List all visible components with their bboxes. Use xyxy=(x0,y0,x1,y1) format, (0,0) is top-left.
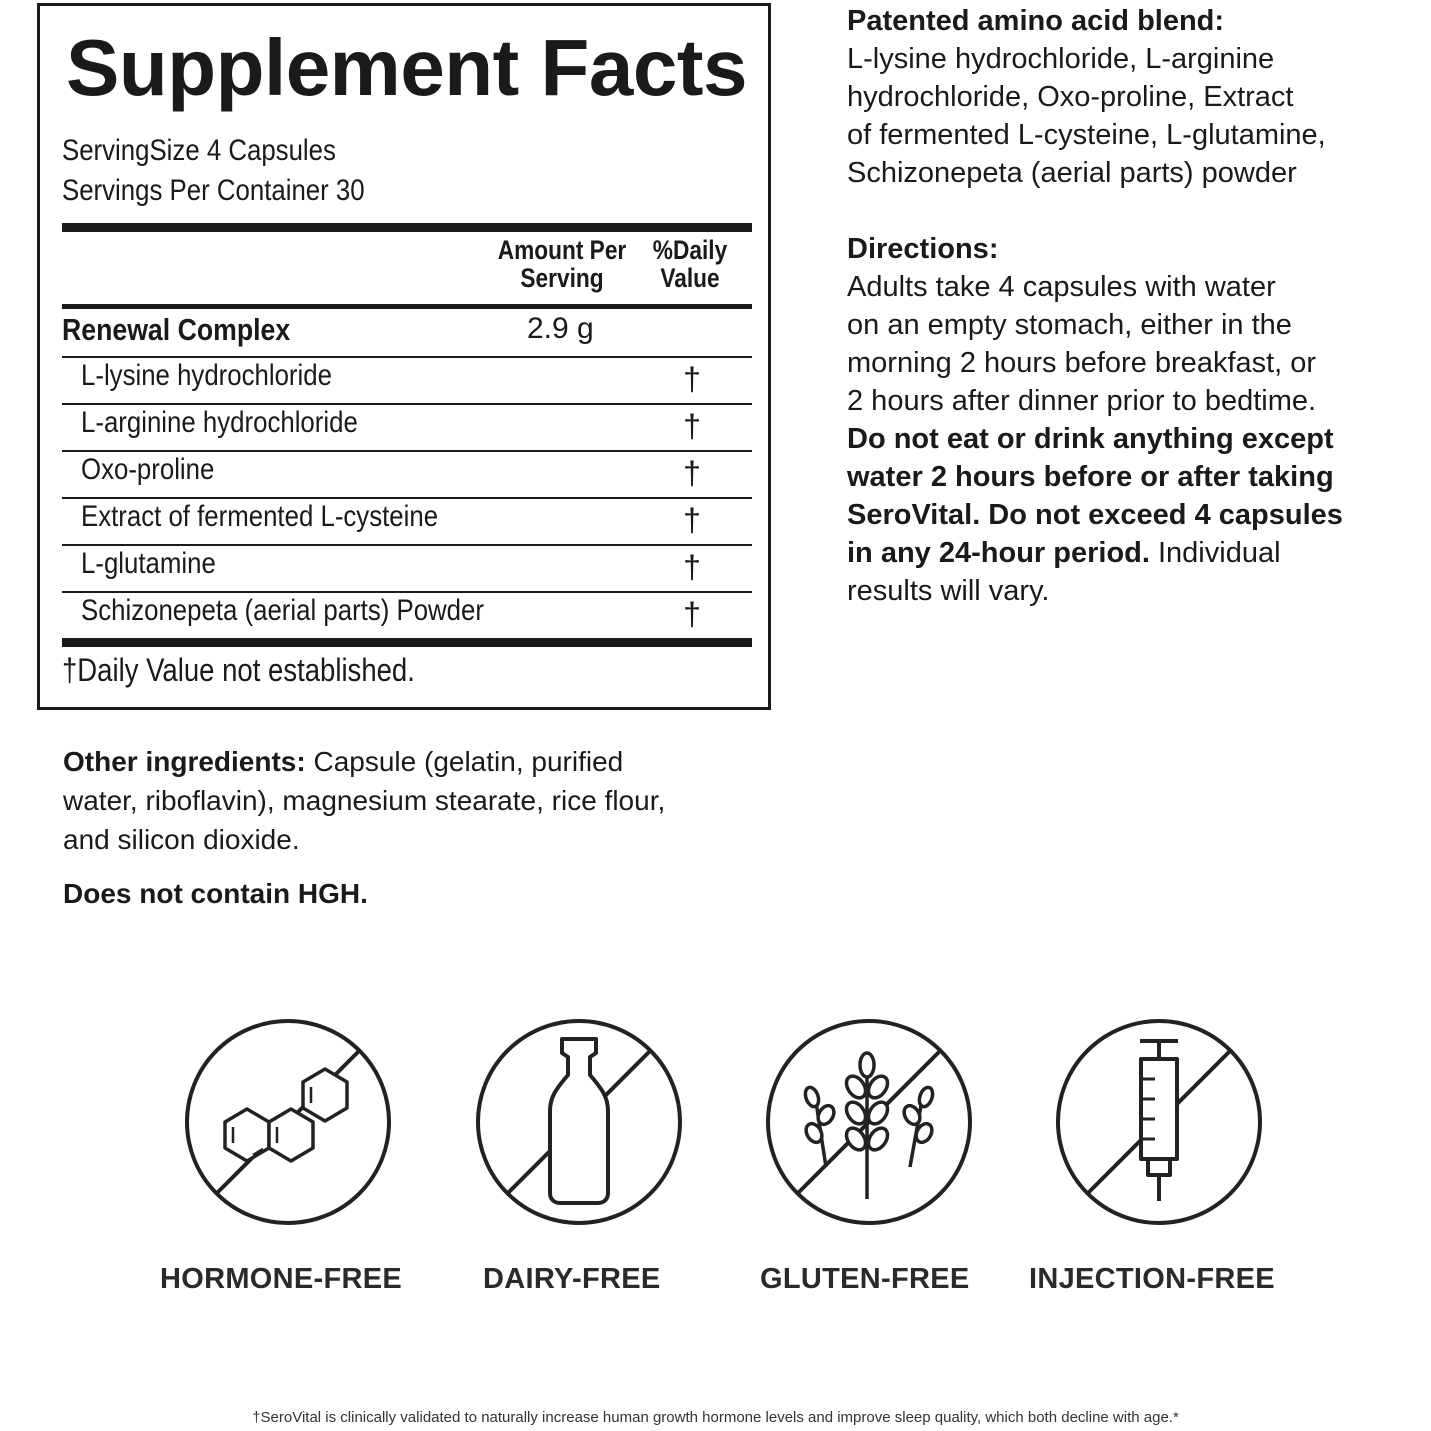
ingredient-dv: † xyxy=(683,361,701,397)
hormone-free-label: HORMONE-FREE xyxy=(160,1263,403,1295)
complex-amount: 2.9 g xyxy=(527,312,594,345)
directions-heading: Directions: xyxy=(847,233,999,265)
directions-warning-line: Do not eat or drink anything except xyxy=(847,423,1334,455)
ingredient-dv: † xyxy=(683,549,701,585)
no-hgh-statement: Does not contain HGH. xyxy=(63,878,368,909)
directions-line: morning 2 hours before breakfast, or xyxy=(847,347,1317,379)
directions-line: results will vary. xyxy=(847,575,1050,607)
directions-line: on an empty stomach, either in the xyxy=(847,309,1292,341)
blend-line: L-lysine hydrochloride, L-arginine xyxy=(847,43,1275,75)
ingredient-dv: † xyxy=(683,596,701,632)
ingredient-row xyxy=(62,404,752,451)
ingredient-row xyxy=(62,451,752,498)
directions-warning-line: water 2 hours before or after taking xyxy=(847,461,1334,493)
blend-line: Schizonepeta (aerial parts) powder xyxy=(847,157,1297,189)
ingredient-dv: † xyxy=(683,408,701,444)
milk-bottle-icon xyxy=(474,1017,684,1227)
ingredient-name: L-arginine hydrochloride xyxy=(81,406,358,439)
serving-size: ServingSize 4 Capsules xyxy=(62,134,336,167)
injection-free-badge xyxy=(1054,1017,1264,1227)
hormone-free-badge xyxy=(183,1017,393,1227)
ingredient-row xyxy=(62,545,752,592)
ingredient-row xyxy=(62,357,752,404)
complex-name: Renewal Complex xyxy=(62,312,291,347)
ingredient-row xyxy=(62,592,752,639)
directions-line: Adults take 4 capsules with water xyxy=(847,271,1276,303)
supplement-facts-panel xyxy=(37,3,771,710)
blend-line: of fermented L-cysteine, L-glutamine, xyxy=(847,119,1326,151)
syringe-icon xyxy=(1054,1017,1264,1227)
directions-line: 2 hours after dinner prior to bedtime. xyxy=(847,385,1317,417)
ingredient-row xyxy=(62,498,752,545)
hormone-molecule-icon xyxy=(183,1017,393,1227)
ingredient-dv: † xyxy=(683,455,701,491)
other-ingredients-line: water, riboflavin), magnesium stearate, rice flour, xyxy=(63,785,666,816)
ingredient-dv: † xyxy=(683,502,701,538)
ingredient-name: Schizonepeta (aerial parts) Powder xyxy=(81,594,484,627)
disclaimer-footnote: †SeroVital is clinically validated to naturally increase human growth hormone levels and improve sleep quality, which both decline with age.* xyxy=(252,1409,1179,1426)
rule-thick-bottom xyxy=(62,638,752,647)
ingredient-name: Extract of fermented L-cysteine xyxy=(81,500,439,533)
ingredient-name: L-lysine hydrochloride xyxy=(81,359,332,392)
column-header-amount: Amount Per Serving xyxy=(497,235,627,293)
dairy-free-badge xyxy=(474,1017,684,1227)
ingredient-name: Oxo-proline xyxy=(81,453,215,486)
other-ingredients-line: and silicon dioxide. xyxy=(63,824,300,855)
rule-header-bottom xyxy=(62,304,752,309)
daily-value-footnote: †Daily Value not established. xyxy=(62,652,415,688)
blend-heading: Patented amino acid blend: xyxy=(847,5,1225,37)
directions-warning-line: in any 24-hour period. Individual xyxy=(847,537,1281,569)
servings-per-container: Servings Per Container 30 xyxy=(62,174,365,207)
gluten-free-label: GLUTEN-FREE xyxy=(760,1263,970,1295)
injection-free-label: INJECTION-FREE xyxy=(1029,1263,1275,1295)
column-header-daily-value: %Daily Value xyxy=(652,235,728,293)
dairy-free-label: DAIRY-FREE xyxy=(483,1263,661,1295)
facts-title: Supplement Facts xyxy=(66,23,748,112)
wheat-icon xyxy=(764,1017,974,1227)
ingredient-name: L-glutamine xyxy=(81,547,216,580)
rule-thick-top xyxy=(62,223,752,232)
other-ingredients-line: Other ingredients: Capsule (gelatin, purified xyxy=(63,746,624,777)
blend-line: hydrochloride, Oxo-proline, Extract xyxy=(847,81,1294,113)
gluten-free-badge xyxy=(764,1017,974,1227)
directions-warning-line: SeroVital. Do not exceed 4 capsules xyxy=(847,499,1343,531)
